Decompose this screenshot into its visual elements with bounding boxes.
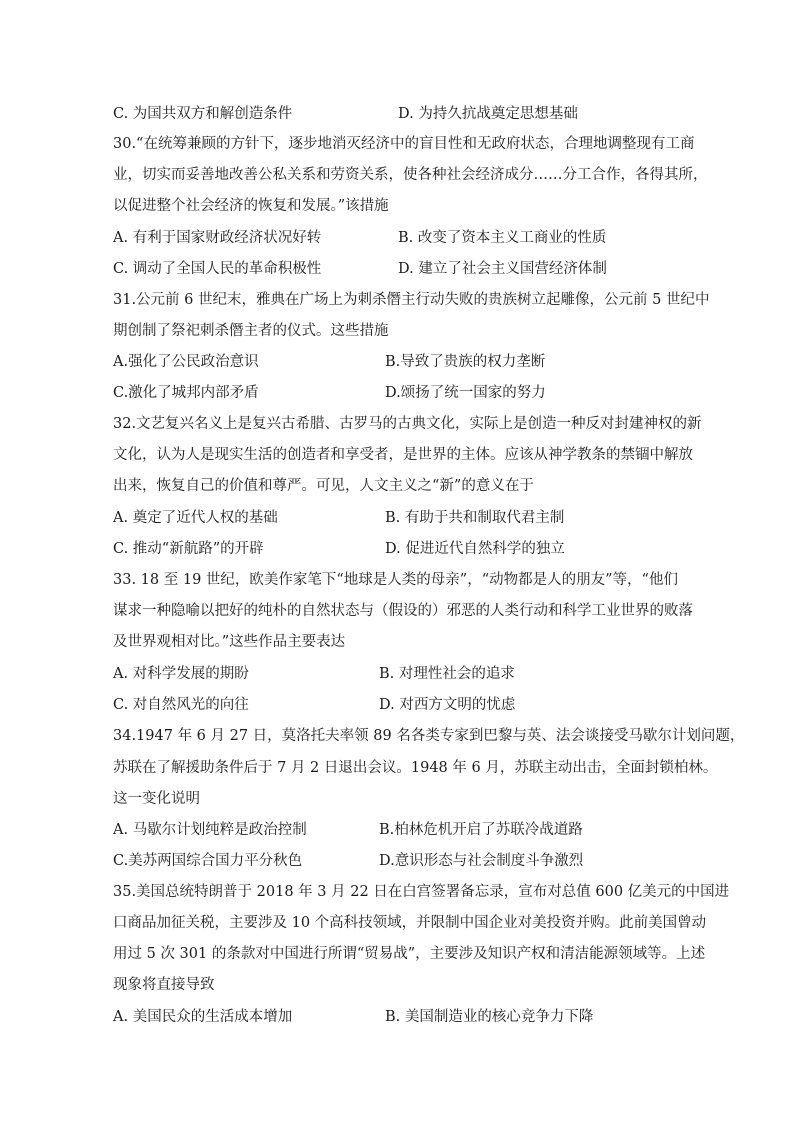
q32-option-b: B. 有助于共和制取代君主制 — [385, 510, 565, 526]
q30-option-c: C. 调动了全国人民的革命积极性 — [113, 261, 322, 277]
q30-option-d: D. 建立了社会主义国营经济体制 — [398, 261, 607, 277]
q31-option-c: C.激化了城邦内部矛盾 — [113, 385, 259, 401]
q32-stem-line-1: 32.文艺复兴名义上是复兴古希腊、古罗马的古典文化，实际上是创造一种反对封建神权的新 — [113, 416, 702, 432]
q34-stem-line-3: 这一变化说明 — [113, 791, 200, 807]
q35-stem-line-1: 35.美国总统特朗普于 2018 年 3 月 22 日在白宫签署备忘录，宣布对总值 600 亿美元的中国进 — [113, 884, 730, 900]
q31-stem-line-1: 31.公元前 6 世纪末，雅典在广场上为刺杀僭主行动失败的贵族树立起雕像，公元前 5 世纪中 — [113, 292, 710, 308]
q29-option-d: D. 为持久抗战奠定思想基础 — [398, 106, 578, 122]
q31-option-b: B.导致了贵族的权力垄断 — [385, 354, 546, 370]
q31-option-d: D.颂扬了统一国家的努力 — [385, 385, 546, 401]
q34-stem-line-2: 苏联在了解援助条件后于 7 月 2 日退出会议。1948 年 6 月，苏联主动出击，全面封锁柏林。 — [113, 760, 718, 776]
q30-stem-line-3: 以促进整个社会经济的恢复和发展。”该措施 — [113, 198, 389, 214]
q30-option-a: A. 有利于国家财政经济状况好转 — [113, 230, 322, 246]
q33-option-c: C. 对自然风光的向往 — [113, 697, 249, 713]
q32-stem-line-2: 文化，认为人是现实生活的创造者和享受者，是世界的主体。应该从神学教条的禁锢中解放 — [113, 447, 693, 463]
q32-option-c: C. 推动“新航路”的开辟 — [113, 541, 264, 557]
q30-option-b: B. 改变了资本主义工商业的性质 — [398, 230, 607, 246]
q33-option-d: D. 对西方文明的忧虑 — [379, 697, 516, 713]
q34-option-c: C.美苏两国综合国力平分秋色 — [113, 853, 303, 869]
q30-stem-line-1: 30.“在统筹兼顾的方针下，逐步地消灭经济中的盲目性和无政府状态，合理地调整现有工商 — [113, 136, 695, 152]
q35-stem-line-4: 现象将直接导致 — [113, 977, 215, 993]
q34-option-b: B.柏林危机开启了苏联冷战道路 — [379, 822, 583, 838]
q34-stem-line-1: 34.1947 年 6 月 27 日，莫洛托夫率领 89 名各类专家到巴黎与英、法会谈接受马歇尔计划问题， — [113, 728, 745, 744]
q34-option-d: D.意识形态与社会制度斗争激烈 — [379, 853, 584, 869]
q35-stem-line-2: 口商品加征关税，主要涉及 10 个高科技领域，并限制中国企业对美投资并购。此前美国曾动 — [113, 915, 707, 931]
q33-stem-line-3: 及世界观相对比。”这些作品主要表达 — [113, 634, 346, 650]
q32-option-a: A. 奠定了近代人权的基础 — [113, 510, 278, 526]
q35-option-a: A. 美国民众的生活成本增加 — [113, 1009, 293, 1025]
q35-option-b: B. 美国制造业的核心竞争力下降 — [385, 1009, 594, 1025]
q33-option-b: B. 对理性社会的追求 — [379, 666, 515, 682]
q29-option-c: C. 为国共双方和解创造条件 — [113, 106, 293, 122]
q33-stem-line-1: 33. 18 至 19 世纪，欧美作家笔下“地球是人类的母亲”，“动物都是人的朋友”等，“他们 — [113, 572, 678, 588]
q30-stem-line-2: 业，切实而妥善地改善公私关系和劳资关系，使各种社会经济成分……分工合作，各得其所， — [113, 167, 708, 183]
q32-option-d: D. 促进近代自然科学的独立 — [385, 541, 565, 557]
q31-option-a: A.强化了公民政治意识 — [113, 354, 259, 370]
q34-option-a: A. 马歇尔计划纯粹是政治控制 — [113, 822, 307, 838]
q33-stem-line-2: 谋求一种隐喻以把好的纯朴的自然状态与（假设的）邪恶的人类行动和科学工业世界的败落 — [113, 603, 693, 619]
q33-option-a: A. 对科学发展的期盼 — [113, 666, 249, 682]
q32-stem-line-3: 出来，恢复自己的价值和尊严。可见，人文主义之“新”的意义在于 — [113, 478, 534, 494]
q31-stem-line-2: 期创制了祭祀刺杀僭主者的仪式。这些措施 — [113, 323, 389, 339]
q35-stem-line-3: 用过 5 次 301 的条款对中国进行所谓“贸易战”，主要涉及知识产权和清洁能源领域等。上述 — [113, 946, 706, 962]
